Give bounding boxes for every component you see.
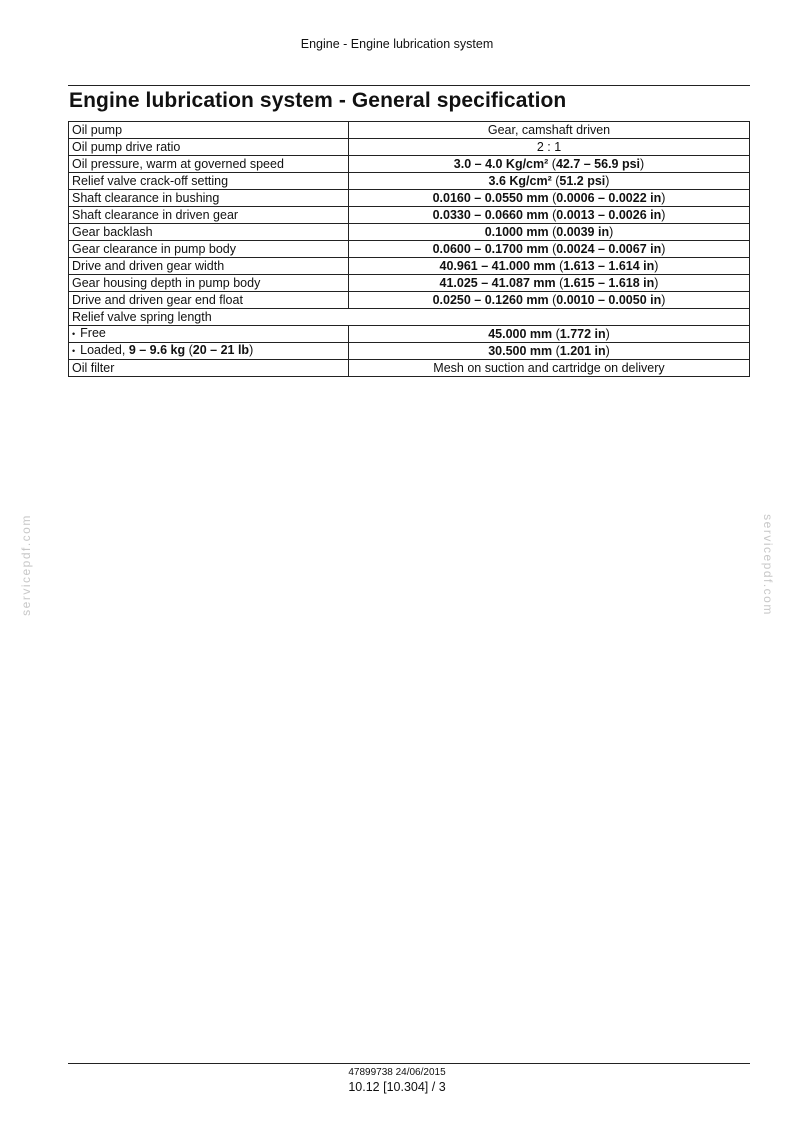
row-value: 3.6 Kg/cm² (51.2 psi) [349, 173, 750, 190]
metric-value: 3.6 Kg/cm² [488, 173, 552, 188]
row-label: • Loaded, 9 – 9.6 kg (20 – 21 lb) [69, 343, 349, 360]
row-value: 30.500 mm (1.201 in) [349, 343, 750, 360]
row-value: 40.961 – 41.000 mm (1.613 – 1.614 in) [349, 258, 750, 275]
row-value: 45.000 mm (1.772 in) [349, 326, 750, 343]
table-row [69, 292, 750, 309]
row-value: 41.025 – 41.087 mm (1.615 – 1.618 in) [349, 275, 750, 292]
imperial-value: 1.613 – 1.614 in [563, 258, 655, 273]
row-label: Shaft clearance in driven gear [69, 207, 349, 224]
row-label-text: Loaded, [80, 343, 129, 357]
metric-value: 30.500 mm [488, 343, 553, 358]
footer-rule [68, 1063, 750, 1064]
row-label: Relief valve crack-off setting [69, 173, 349, 190]
row-value: 0.0600 – 0.1700 mm (0.0024 – 0.0067 in) [349, 241, 750, 258]
row-label: Gear clearance in pump body [69, 241, 349, 258]
imperial-value: 1.772 in [559, 326, 606, 341]
title-rule [68, 85, 750, 86]
table-row [69, 326, 750, 343]
row-value: Mesh on suction and cartridge on delivery [349, 360, 750, 377]
imperial-value: 0.0006 – 0.0022 in [556, 190, 662, 205]
row-label: Shaft clearance in bushing [69, 190, 349, 207]
watermark-right: servicepdf.com [761, 514, 775, 616]
row-value: 0.1000 mm (0.0039 in) [349, 224, 750, 241]
metric-value: 0.0250 – 0.1260 mm [432, 292, 549, 307]
bullet-icon: • [72, 329, 76, 339]
imperial-value: 0.0010 – 0.0050 in [556, 292, 662, 307]
row-label: Oil pump [69, 122, 349, 139]
metric-value: 0.0600 – 0.1700 mm [432, 241, 549, 256]
metric-value: 0.0160 – 0.0550 mm [432, 190, 549, 205]
table-row [69, 360, 750, 377]
row-value: Gear, camshaft driven [349, 122, 750, 139]
table-row [69, 207, 750, 224]
table-row [69, 190, 750, 207]
row-label: Oil pump drive ratio [69, 139, 349, 156]
row-label [69, 326, 349, 343]
table-row [69, 258, 750, 275]
table-row [69, 241, 750, 258]
table-row [69, 309, 750, 326]
bullet-icon: • [72, 346, 76, 356]
metric-value: 45.000 mm [488, 326, 553, 341]
imperial-value: 1.615 – 1.618 in [563, 275, 655, 290]
metric-value: 3.0 – 4.0 Kg/cm² [453, 156, 549, 171]
imperial-value: 1.201 in [559, 343, 606, 358]
table-row [69, 224, 750, 241]
metric-value: 40.961 – 41.000 mm [439, 258, 556, 273]
row-value: 2 : 1 [349, 139, 750, 156]
table-row [69, 139, 750, 156]
row-label: Oil filter [69, 360, 349, 377]
row-value: 0.0330 – 0.0660 mm (0.0013 – 0.0026 in) [349, 207, 750, 224]
table-row [69, 275, 750, 292]
row-label: Drive and driven gear width [69, 258, 349, 275]
imperial-value: 0.0024 – 0.0067 in [556, 241, 662, 256]
page-title: Engine lubrication system - General specification [69, 89, 567, 112]
running-header: Engine - Engine lubrication system [300, 37, 494, 51]
table-row [69, 156, 750, 173]
imperial-value: 42.7 – 56.9 psi [555, 156, 641, 171]
table-row [69, 343, 750, 360]
table-row [69, 122, 750, 139]
load-imperial: 20 – 21 lb [192, 343, 250, 357]
row-value: 3.0 – 4.0 Kg/cm² (42.7 – 56.9 psi) [349, 156, 750, 173]
imperial-value: 51.2 psi [559, 173, 606, 188]
load-metric: 9 – 9.6 kg [128, 343, 186, 357]
row-value: 0.0250 – 0.1260 mm (0.0010 – 0.0050 in) [349, 292, 750, 309]
imperial-value: 0.0013 – 0.0026 in [556, 207, 662, 222]
row-label: Drive and driven gear end float [69, 292, 349, 309]
metric-value: 0.0330 – 0.0660 mm [432, 207, 549, 222]
metric-value: 0.1000 mm [484, 224, 549, 239]
specification-table [68, 121, 750, 377]
row-label: Gear housing depth in pump body [69, 275, 349, 292]
row-label: Gear backlash [69, 224, 349, 241]
footer-document-ref: 47899738 24/06/2015 [348, 1067, 446, 1078]
row-value: 0.0160 – 0.0550 mm (0.0006 – 0.0022 in) [349, 190, 750, 207]
row-label: Relief valve spring length [69, 309, 750, 326]
table-row [69, 173, 750, 190]
row-label: Oil pressure, warm at governed speed [69, 156, 349, 173]
watermark-left: servicepdf.com [19, 514, 33, 616]
metric-value: 41.025 – 41.087 mm [439, 275, 556, 290]
footer-page-ref: 10.12 [10.304] / 3 [348, 1080, 446, 1094]
row-label-text: Free [80, 326, 106, 340]
imperial-value: 0.0039 in [556, 224, 610, 239]
